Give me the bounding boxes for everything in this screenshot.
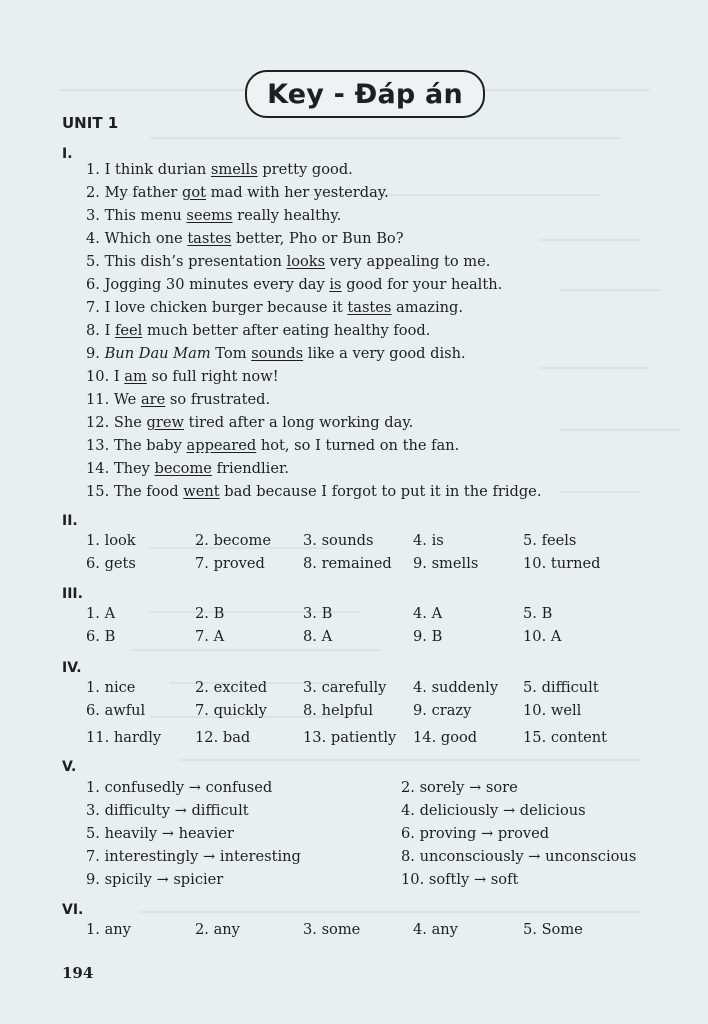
answer-item: 13. patiently: [303, 729, 397, 746]
sentence-text: much better after eating healthy food.: [142, 322, 431, 339]
sentence-text: 7. I love chicken burger because it: [86, 299, 348, 316]
answer-item: 5. B: [523, 605, 553, 622]
answer-sentence: [86, 437, 459, 454]
answer-sentence: [86, 345, 466, 362]
answer-item: 12. bad: [195, 729, 251, 746]
sentence-text: 11. We: [86, 391, 141, 408]
section-heading-v: V.: [62, 759, 77, 775]
sentence-text: 12. She: [86, 414, 147, 431]
sentence-text: 1. I think durian: [86, 161, 211, 178]
answer-sentence: [86, 276, 502, 293]
underlined-answer: appeared: [186, 437, 257, 454]
sentence-text: 2. My father: [86, 184, 183, 201]
correction-item: 3. difficulty → difficult: [86, 802, 249, 819]
sentence-text: 3. This menu: [86, 207, 187, 224]
sentence-text: hot, so I turned on the fan.: [256, 437, 460, 454]
answer-item: 6. awful: [86, 702, 146, 719]
answer-item: 11. hardly: [86, 729, 162, 746]
answer-item: 6. gets: [86, 555, 136, 572]
answer-item: 1. A: [86, 605, 116, 622]
answer-item: 5. difficult: [523, 679, 599, 696]
sentence-text: 15. The food: [86, 483, 184, 500]
page-number: 194: [62, 964, 94, 982]
underlined-answer: tastes: [187, 230, 232, 247]
sentence-text: 5. This dish’s presentation: [86, 253, 287, 270]
underlined-answer: tastes: [347, 299, 392, 316]
sentence-text: 4. Which one: [86, 230, 188, 247]
answer-item: 7. proved: [195, 555, 265, 572]
answer-sentence: [86, 161, 353, 178]
answer-item: 2. any: [195, 921, 240, 938]
sentence-text: so full right now!: [146, 368, 279, 385]
answer-sentence: [86, 230, 404, 247]
underlined-answer: am: [124, 368, 147, 385]
sentence-text: mad with her yesterday.: [206, 184, 389, 201]
answer-item: 1. nice: [86, 679, 136, 696]
answer-item: 5. Some: [523, 921, 583, 938]
sentence-text: amazing.: [391, 299, 464, 316]
title-banner: [245, 70, 485, 118]
unit-heading: UNIT 1: [62, 114, 119, 132]
correction-item: 1. confusedly → confused: [86, 779, 273, 796]
answer-sentence: [86, 414, 413, 431]
sentence-text: bad because I forgot to put it in the fridge.: [219, 483, 542, 500]
sentence-text: better, Pho or Bun Bo?: [231, 230, 404, 247]
answer-sentence: [86, 253, 490, 270]
answer-item: 1. look: [86, 532, 136, 549]
answer-item: 10. A: [523, 628, 562, 645]
sentence-text: friendlier.: [211, 460, 289, 477]
answer-item: 4. is: [413, 532, 444, 549]
page-title: Key - Đáp án: [267, 78, 463, 110]
sentence-text: 9.: [86, 345, 105, 362]
answer-item: 10. turned: [523, 555, 601, 572]
sentence-text: so frustrated.: [165, 391, 271, 408]
sentence-text: Tom: [210, 345, 252, 362]
answer-item: 4. suddenly: [413, 679, 499, 696]
answer-sentence: [86, 368, 279, 385]
underlined-answer: looks: [286, 253, 326, 270]
correction-item: 8. unconsciously → unconscious: [401, 848, 637, 865]
answer-item: 8. A: [303, 628, 333, 645]
underlined-answer: sounds: [251, 345, 304, 362]
sentence-text: 13. The baby: [86, 437, 187, 454]
answer-item: 6. B: [86, 628, 116, 645]
answer-item: 2. become: [195, 532, 271, 549]
answer-sentence: [86, 322, 430, 339]
answer-item: 15. content: [523, 729, 607, 746]
answer-sentence: [86, 460, 289, 477]
answer-sentence: [86, 299, 463, 316]
sentence-text: very appealing to me.: [325, 253, 491, 270]
correction-item: 10. softly → soft: [401, 871, 519, 888]
sentence-text: tired after a long working day.: [183, 414, 414, 431]
underlined-answer: went: [183, 483, 220, 500]
correction-item: 7. interestingly → interesting: [86, 848, 301, 865]
underlined-answer: are: [140, 391, 166, 408]
correction-item: 5. heavily → heavier: [86, 825, 234, 842]
answer-item: 4. A: [413, 605, 443, 622]
correction-item: 6. proving → proved: [401, 825, 550, 842]
answer-item: 4. any: [413, 921, 458, 938]
correction-item: 4. deliciously → delicious: [401, 802, 586, 819]
answer-item: 2. B: [195, 605, 225, 622]
section-heading-vi: VI.: [62, 902, 84, 918]
section-heading-ii: II.: [62, 513, 78, 529]
underlined-answer: smells: [210, 161, 258, 178]
answer-sentence: [86, 184, 389, 201]
answer-item: 3. sounds: [303, 532, 374, 549]
sentence-text: really healthy.: [232, 207, 342, 224]
answer-item: 5. feels: [523, 532, 577, 549]
answer-item: 9. smells: [413, 555, 479, 572]
answer-item: 3. some: [303, 921, 361, 938]
answer-item: 14. good: [413, 729, 478, 746]
sentence-text: 6. Jogging 30 minutes every day: [86, 276, 330, 293]
answer-sentence: [86, 483, 541, 500]
underlined-answer: got: [182, 184, 207, 201]
sentence-text: 8. I: [86, 322, 115, 339]
answer-item: 7. A: [195, 628, 225, 645]
correction-item: 9. spicily → spicier: [86, 871, 224, 888]
answer-item: 8. helpful: [303, 702, 374, 719]
answer-item: 10. well: [523, 702, 582, 719]
answer-item: 9. crazy: [413, 702, 472, 719]
section-heading-i: I.: [62, 146, 73, 162]
answer-item: 1. any: [86, 921, 131, 938]
answer-item: 2. excited: [195, 679, 268, 696]
underlined-answer: feel: [114, 322, 143, 339]
section-heading-iii: III.: [62, 586, 83, 602]
sentence-text: like a very good dish.: [303, 345, 466, 362]
underlined-answer: seems: [186, 207, 233, 224]
underlined-answer: grew: [146, 414, 184, 431]
answer-item: 8. remained: [303, 555, 392, 572]
underlined-answer: become: [154, 460, 212, 477]
underlined-answer: is: [329, 276, 342, 293]
answer-item: 3. B: [303, 605, 333, 622]
answer-item: 3. carefully: [303, 679, 387, 696]
section-heading-iv: IV.: [62, 660, 82, 676]
sentence-text: pretty good.: [257, 161, 353, 178]
answer-item: 7. quickly: [195, 702, 267, 719]
sentence-text: good for your health.: [341, 276, 503, 293]
correction-item: 2. sorely → sore: [401, 779, 518, 796]
answer-sentence: [86, 207, 341, 224]
answer-sentence: [86, 391, 270, 408]
sentence-text: 10. I: [86, 368, 125, 385]
answer-item: 9. B: [413, 628, 443, 645]
sentence-text: 14. They: [86, 460, 155, 477]
sentence-italic-text: Bun Dau Mam: [104, 345, 211, 362]
